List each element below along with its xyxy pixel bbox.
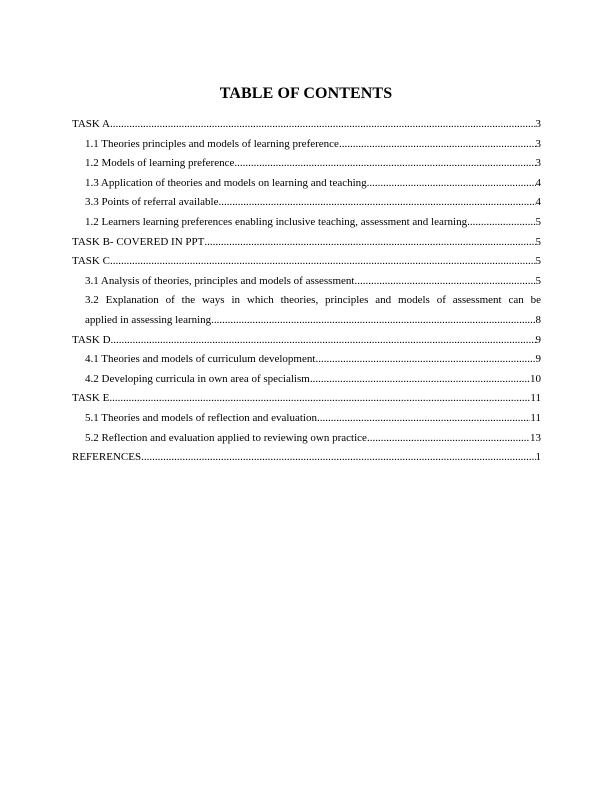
toc-entry-4-1[interactable] bbox=[72, 350, 541, 370]
dot-leader bbox=[315, 350, 535, 370]
dot-leader bbox=[110, 252, 536, 272]
toc-page-number: 3 bbox=[535, 157, 541, 170]
toc-entry-1-3[interactable] bbox=[72, 174, 541, 194]
toc-entry-label: 5.1 Theories and models of reflection and evaluation bbox=[85, 411, 317, 424]
toc-entry-task-c[interactable] bbox=[72, 252, 541, 272]
toc-entry-label-line2: applied in assessing learning bbox=[85, 313, 212, 326]
toc-page-number: 10 bbox=[530, 372, 541, 385]
toc-page-number: 11 bbox=[530, 392, 541, 405]
toc-entry-label: 3.3 Points of referral available bbox=[85, 196, 219, 209]
dot-leader bbox=[310, 370, 530, 390]
toc-entry-task-a[interactable] bbox=[72, 115, 541, 135]
toc-entry-task-b[interactable] bbox=[72, 233, 541, 253]
toc-entry-label: 5.2 Reflection and evaluation applied to reviewing own practice bbox=[85, 431, 367, 444]
toc-page-number: 3 bbox=[535, 118, 541, 130]
toc-page-number: 1 bbox=[535, 451, 541, 464]
toc-entry-3-3[interactable] bbox=[72, 193, 541, 213]
toc-entry-label: TASK B- COVERED IN PPT bbox=[72, 235, 205, 248]
toc-entry-label: TASK C bbox=[72, 255, 110, 268]
dot-leader bbox=[111, 331, 536, 351]
toc-entry-line2 bbox=[85, 311, 541, 331]
toc-entry-label: TASK E bbox=[72, 392, 110, 405]
toc-page-number: 5 bbox=[535, 255, 541, 268]
toc-entry-references[interactable] bbox=[72, 448, 541, 468]
toc-page-number: 5 bbox=[535, 215, 541, 228]
dot-leader bbox=[110, 115, 536, 135]
toc-page-number: 11 bbox=[530, 411, 541, 424]
toc-page-number: 5 bbox=[535, 274, 541, 287]
toc-entry-label: TASK D bbox=[72, 333, 111, 346]
toc-entry-5-2[interactable] bbox=[72, 429, 541, 449]
toc-entry-label: 4.2 Developing curricula in own area of specialism bbox=[85, 372, 310, 385]
dot-leader bbox=[354, 272, 535, 292]
dot-leader bbox=[218, 193, 535, 213]
toc-entry-label: 3.1 Analysis of theories, principles and models of assessment bbox=[85, 274, 355, 287]
toc-entry-4-2[interactable] bbox=[72, 370, 541, 390]
table-of-contents bbox=[72, 115, 541, 468]
toc-entry-task-d[interactable] bbox=[72, 331, 541, 351]
toc-page-number: 9 bbox=[535, 333, 541, 346]
toc-entry-3-1[interactable] bbox=[72, 272, 541, 292]
toc-page-number: 4 bbox=[535, 196, 541, 209]
toc-page-number: 8 bbox=[535, 313, 541, 326]
toc-page-number: 3 bbox=[535, 137, 541, 150]
dot-leader bbox=[211, 311, 535, 331]
toc-entry-task-e[interactable] bbox=[72, 389, 541, 409]
toc-entry-label: 1.1 Theories principles and models of learning preference bbox=[85, 137, 339, 150]
toc-page-number: 9 bbox=[535, 353, 541, 366]
toc-title: TABLE OF CONTENTS bbox=[219, 85, 393, 102]
toc-entry-3-2[interactable] bbox=[72, 291, 541, 330]
toc-page-number: 5 bbox=[535, 235, 541, 248]
toc-entry-label: 1.2 Models of learning preference bbox=[85, 157, 235, 170]
dot-leader bbox=[317, 409, 530, 429]
toc-entry-label: 4.1 Theories and models of curriculum development bbox=[85, 353, 316, 366]
toc-page-number: 13 bbox=[530, 431, 541, 444]
dot-leader bbox=[339, 135, 536, 155]
toc-entry-1-2[interactable] bbox=[72, 154, 541, 174]
toc-entry-5-1[interactable] bbox=[72, 409, 541, 429]
dot-leader bbox=[467, 213, 535, 233]
toc-entry-label: 1.2 Learners learning preferences enabling inclusive teaching, assessment and learning bbox=[85, 215, 468, 228]
toc-entry-label-line1: 3.2 Explanation of the ways in which theories, principles and models of assessment can be bbox=[85, 294, 541, 307]
dot-leader bbox=[109, 389, 530, 409]
dot-leader bbox=[234, 154, 535, 174]
dot-leader bbox=[367, 174, 536, 194]
toc-entry-1-1[interactable] bbox=[72, 135, 541, 155]
toc-entry-label: 1.3 Application of theories and models on learning and teaching bbox=[85, 176, 367, 189]
toc-entry-label: REFERENCES bbox=[72, 451, 142, 464]
toc-entry-1-2-learners[interactable] bbox=[72, 213, 541, 233]
dot-leader bbox=[204, 233, 535, 253]
toc-page-number: 4 bbox=[535, 176, 541, 189]
dot-leader bbox=[367, 429, 530, 449]
toc-entry-label: TASK A bbox=[72, 118, 110, 130]
dot-leader bbox=[141, 448, 535, 468]
